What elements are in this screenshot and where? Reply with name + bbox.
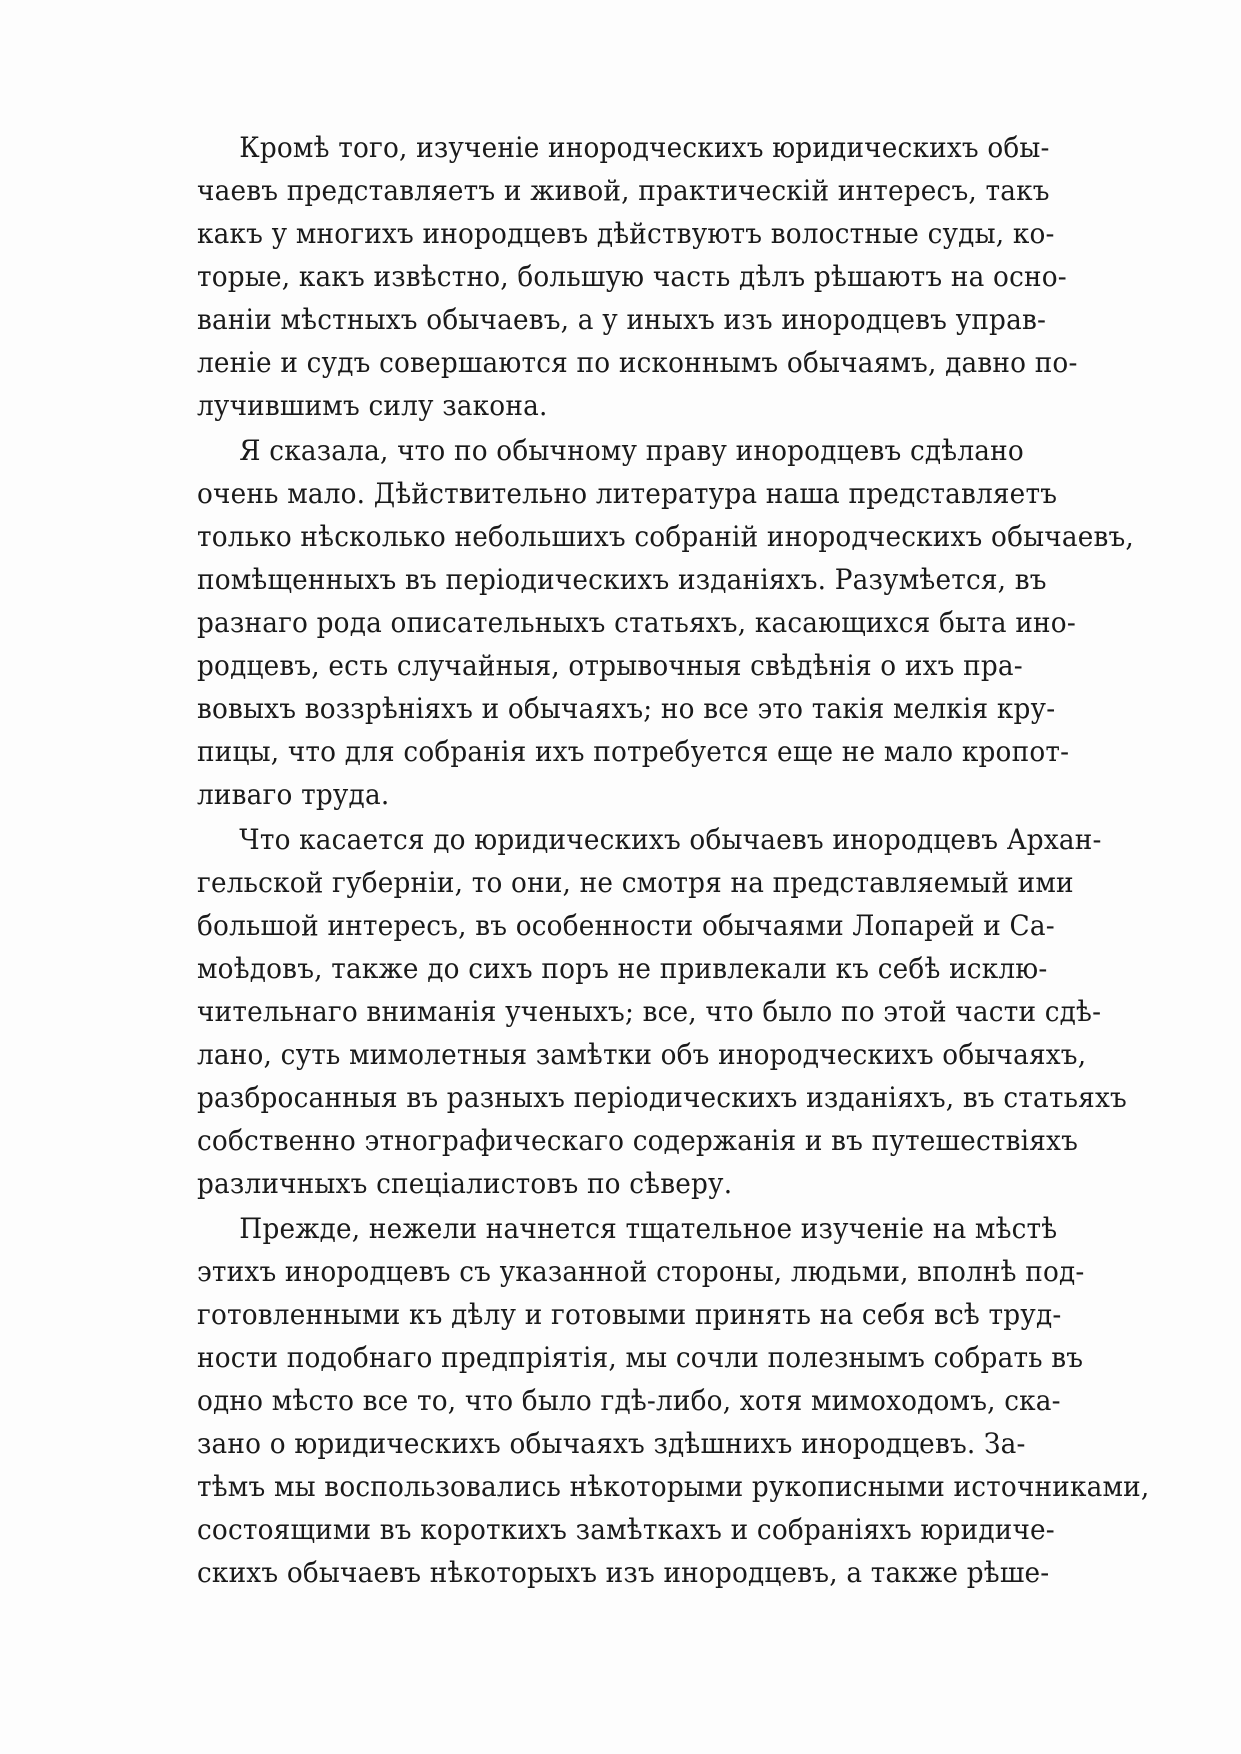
text-line: какъ у многихъ инородцевъ дѣйствуютъ волостные суды, ко-	[197, 217, 1055, 250]
text-line: гельской губерніи, то они, не смотря на представляемый ими	[197, 866, 1074, 899]
text-line: торые, какъ извѣстно, большую часть дѣлъ рѣшаютъ на осно-	[197, 260, 1067, 293]
body-text	[197, 126, 1150, 1596]
text-line: готовленными къ дѣлу и готовыми принять на себя всѣ труд-	[197, 1298, 1062, 1331]
text-line: ности подобнаго предпріятія, мы сочли полезнымъ собрать въ	[197, 1341, 1084, 1374]
paragraph-3	[197, 818, 1127, 1205]
text-line: родцевъ, есть случайныя, отрывочныя свѣдѣнія о ихъ пра-	[197, 649, 1023, 682]
paragraph-2	[197, 429, 1134, 816]
text-line: леніе и судъ совершаются по исконнымъ обычаямъ, давно по-	[197, 346, 1078, 379]
text-line: зано о юридическихъ обычаяхъ здѣшнихъ инородцевъ. За-	[197, 1427, 1026, 1460]
text-line: пицы, что для собранія ихъ потребуется еще не мало кропот-	[197, 735, 1070, 768]
text-line: очень мало. Дѣйствительно литература наша представляетъ	[197, 477, 1058, 510]
text-line: ваніи мѣстныхъ обычаевъ, а у иныхъ изъ инородцевъ управ-	[197, 303, 1047, 336]
text-line: скихъ обычаевъ нѣкоторыхъ изъ инородцевъ, а также рѣше-	[197, 1556, 1050, 1589]
text-line: Я сказала, что по обычному праву инородцевъ сдѣлано	[239, 434, 1024, 467]
text-line: одно мѣсто все то, что было гдѣ-либо, хотя мимоходомъ, ска-	[197, 1384, 1061, 1417]
text-line: чительнаго вниманія ученыхъ; все, что было по этой части сдѣ-	[197, 995, 1102, 1028]
text-line: большой интересъ, въ особенности обычаями Лопарей и Са-	[197, 909, 1055, 942]
text-line: тѣмъ мы воспользовались нѣкоторыми рукописными источниками,	[197, 1470, 1150, 1503]
paragraph-1	[197, 126, 1078, 427]
text-line: Прежде, нежели начнется тщательное изученіе на мѣстѣ	[239, 1212, 1058, 1245]
text-line: Что касается до юридическихъ обычаевъ инородцевъ Архан-	[239, 823, 1102, 856]
text-line: состоящими въ короткихъ замѣткахъ и собраніяхъ юридиче-	[197, 1513, 1055, 1546]
text-line: разбросанныя въ разныхъ періодическихъ изданіяхъ, въ статьяхъ	[197, 1081, 1127, 1114]
text-line: лучившимъ силу закона.	[197, 389, 548, 422]
text-line: Кромѣ того, изученіе инородческихъ юридическихъ обы-	[239, 131, 1050, 164]
text-line: этихъ инородцевъ съ указанной стороны, людьми, вполнѣ под-	[197, 1255, 1085, 1288]
text-line: лано, суть мимолетныя замѣтки объ инородческихъ обычаяхъ,	[197, 1038, 1087, 1071]
paragraph-4	[197, 1207, 1150, 1594]
text-line: только нѣсколько небольшихъ собраній инородческихъ обычаевъ,	[197, 520, 1134, 553]
text-line: различныхъ спеціалистовъ по сѣверу.	[197, 1167, 733, 1200]
text-line: разнаго рода описательныхъ статьяхъ, касающихся быта ино-	[197, 606, 1076, 639]
text-line: ливаго труда.	[197, 778, 390, 811]
text-line: собственно этнографическаго содержанія и въ путешествіяхъ	[197, 1124, 1079, 1157]
text-line: моѣдовъ, также до сихъ поръ не привлекали къ себѣ исклю-	[197, 952, 1048, 985]
text-line: чаевъ представляетъ и живой, практическій интересъ, такъ	[197, 174, 1050, 207]
text-line: помѣщенныхъ въ періодическихъ изданіяхъ. Разумѣется, въ	[197, 563, 1047, 596]
text-line: вовыхъ воззрѣніяхъ и обычаяхъ; но все это такія мелкія кру-	[197, 692, 1056, 725]
